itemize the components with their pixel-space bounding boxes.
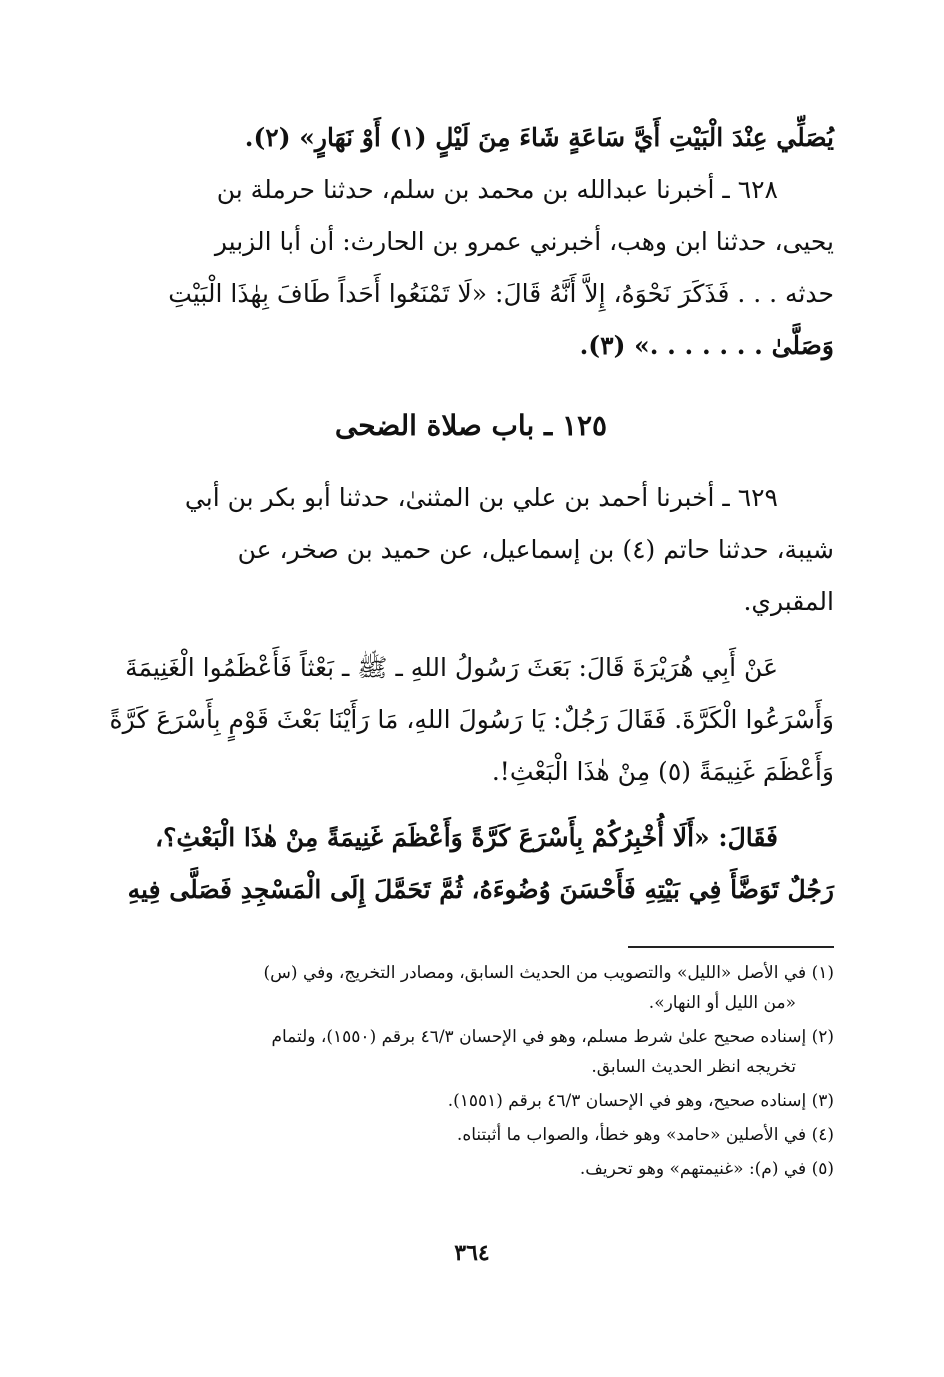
hadith-629-matn — [108, 642, 834, 798]
isnad-line-3: المقبري. — [743, 587, 834, 616]
footnote-5 — [118, 1154, 834, 1184]
matn-line-2: وَأَسْرَعُوا الْكَرَّةَ. فَقَالَ رَجُلٌ: يَا رَسُولَ اللهِ، مَا رَأَيْنَا بَعْثَ قَوْمٍ بِأَسْرَعَ كَرَّةً — [109, 705, 834, 734]
isnad-line-2: شيبة، حدثنا حاتم (٤) بن إسماعيل، عن حميد بن صخر، عن — [237, 535, 834, 564]
hadith-628 — [108, 164, 834, 372]
chapter-heading: ١٢٥ ـ باب صلاة الضحى — [334, 409, 608, 442]
opening-line: يُصَلِّي عِنْدَ الْبَيْتِ أَيَّ سَاعَةٍ شَاءَ مِنَ لَيْلٍ (١) أَوْ نَهَارٍ» (٢). — [244, 123, 834, 152]
footnote-5-line-1: (٥) في (م): «غنيمتهم» وهو تحريف. — [579, 1159, 834, 1179]
response-line-2: رَجُلٌ تَوَضَّأَ فِي بَيْتِهِ فَأَحْسَنَ وُضُوءَهُ، ثُمَّ تَحَمَّلَ إِلَى الْمَسْجِدِ فَصَلَّى فِيهِ — [127, 875, 834, 904]
footnote-1-line-1: (١) في الأصل «الليل» والتصويب من الحديث السابق، ومصادر التخريج، وفي (س) — [263, 963, 834, 983]
matn-line-1: عَنْ أَبِي هُرَيْرَةَ قَالَ: بَعَثَ رَسُولُ اللهِ ـ ﷺ ـ بَعْثاً فَأَعْظَمُوا الْغَنِيمَةَ — [125, 653, 778, 682]
footnote-4 — [118, 1120, 834, 1150]
footnote-1 — [118, 958, 834, 1018]
hadith-628-line-2: يحيى، حدثنا ابن وهب، أخبرني عمرو بن الحارث: أن أبا الزبير — [214, 227, 834, 256]
main-text — [108, 112, 834, 916]
response-line-1: فَقَالَ: «أَلَا أُخْبِرُكُمْ بِأَسْرَعَ كَرَّةً وَأَعْظَمَ غَنِيمَةً مِنْ هٰذَا الْبَعْثِ؟، — [155, 823, 778, 852]
hadith-629-response — [108, 812, 834, 916]
footnote-4-line-1: (٤) في الأصلين «حامد» وهو خطأ، والصواب ما أثبتناه. — [456, 1125, 834, 1145]
footnote-3 — [118, 1086, 834, 1116]
hadith-629-isnad — [108, 472, 834, 628]
footnotes — [118, 958, 834, 1188]
hadith-628-line-3: حدثه . . . فَذَكَرَ نَحْوَهُ، إِلاَّ أَنَّهُ قَالَ: «لَا تَمْنَعُوا أَحَداً طَافَ بِهٰذَا الْبَيْتِ — [168, 279, 834, 308]
footnote-2-line-1: (٢) إسناده صحيح علىٰ شرط مسلم، وهو في الإحسان ٤٦/٣ برقم (١٥٥٠)، ولتمام — [271, 1027, 834, 1047]
hadith-628-line-1: ٦٢٨ ـ أخبرنا عبدالله بن محمد بن سلم، حدثنا حرملة بن — [216, 175, 778, 204]
footnote-2-line-2: تخريجه انظر الحديث السابق. — [591, 1057, 796, 1077]
footnote-1-line-2: «من الليل أو النهار». — [648, 993, 796, 1013]
hadith-628-line-4: وَصَلَّىٰ . . . . . . .» (٣). — [579, 331, 834, 360]
footnote-2 — [118, 1022, 834, 1082]
footnote-divider — [628, 946, 834, 948]
page-number: ٣٦٤ — [454, 1240, 490, 1266]
isnad-line-1: ٦٢٩ ـ أخبرنا أحمد بن علي بن المثنىٰ، حدثنا أبو بكر بن أبي — [184, 483, 778, 512]
matn-line-3: وَأَعْظَمَ غَنِيمَةً (٥) مِنْ هٰذَا الْبَعْثِ!. — [491, 757, 834, 786]
footnote-3-line-1: (٣) إسناده صحيح، وهو في الإحسان ٤٦/٣ برقم (١٥٥١). — [447, 1091, 834, 1111]
